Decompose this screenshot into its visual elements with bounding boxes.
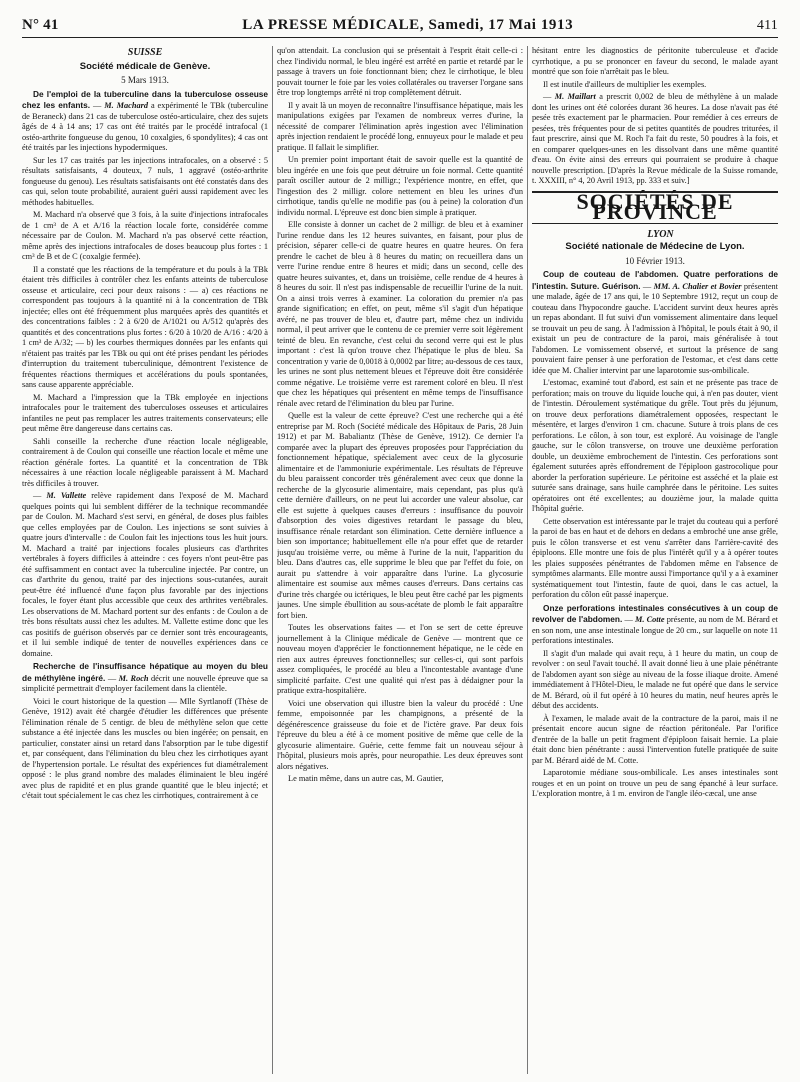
article-title: Coup de couteau de l'abdomen. Quatre perforations de l'intestin. Suture. Guérison. xyxy=(532,269,778,291)
paragraph: L'estomac, examiné tout d'abord, est sain et ne présente pas trace de perforation; mais on trouve du liquide louche qui, à n'en pas douter, vient de l'intestin. Déroulement systématique du grêle. Tout près du jéjunum, on trouve deux perforations diamétralement opposées, respectant le mésentère, et larges d'environ 1 cm. chacune. Suture à trois plans de ces perforations. Le côlon, à son tour, est exploré. Au voisinage de l'angle gauche, sur le côlon transverse, on trouve une deuxième perforation double, un deuxième embrochement de l'intestin. Ces perforations sont également suturées après effondrement de l'épiploon gastrocolique pour aborder la perforation supérieure. Le péritoine est asséché et la plaie est suturée sans drainage, sans huile camphrée dans le péritoine. Les suites opératoires ont été excellentes; au douzième jour, la malade quitta l'hôpital guérie. xyxy=(532,378,778,513)
column-3 xyxy=(532,46,778,1076)
article-paragraph: Onze perforations intestinales consécutives à un coup de revolver de l'abdomen. — M. Cotte présente, au nom de M. Bérard et en son nom, une anse intestinale longue de 20 cm., sur laquelle on note 11 perforations intestinales. xyxy=(532,602,778,645)
paragraph: Elle consiste à donner un cachet de 2 milligr. de bleu et à examiner l'urine rendue dans les 12 heures suivantes, en faisant, pour plus de précision, séparer celle-ci de quatre heures en quatre heures. On fera prendre le cachet de bleu à 8 heures du matin; on recueillera dans un verre l'urine rendue entre 8 heures et midi; dans un second, celle des quatre heures suivantes, et, dans un troisième, celle rendue de 4 heures à 8 heures du soir. Il n'est pas indispensable de recueillir l'urine de la nuit. On a ainsi trois verres à examiner. La coloration du premier n'a pas grande signification; en effet, on peut, même s'il s'agit d'un hépatique avéré, ne pas trouver de bleu et, d'autre part, même chez un individu normal, il peut arriver que le contenu de ce premier verre soit légèrement teinté de bleu. En revanche, c'est celui du second verre qui est le plus important : c'est là qu'on trouve chez l'hépatique le plus de bleu. Sa concentration y varie de 0,0018 à 0,0002 par litre; au-dessous de ces taux, les urines ne sont plus nettement bleues et l'épreuve doit être considérée comme négative. Le troisième verre est rarement coloré en bleu. Il n'est que chez les hépatiques qui présentent en même temps de l'insuffisance rénale avec retard de l'élimination du bleu par l'urine. xyxy=(277,220,523,408)
paragraph: qu'on attendait. La conclusion qui se présentait à l'esprit était celle-ci : chez l'individu normal, le bleu ingéré est arrêté en partie et retardé par le passage à travers un foie fonctionnant bien; chez le cirrhotique, le bleu pouvait tourner le foie par les voies collatérales ou traverser l'organe sans être trop longtemps arrêté ni trop complètement détruit. xyxy=(277,46,523,97)
paragraph: Le matin même, dans un autre cas, M. Gautier, xyxy=(288,774,444,783)
paragraph: Il est inutile d'ailleurs de multiplier les exemples. xyxy=(543,79,707,89)
article-author: M. Cotte xyxy=(634,615,665,624)
paragraph: Voici le court historique de la question — Mlle Syrtlanoff (Thèse de Genève, 1912) avait été chargée d'étudier les différences que présente l'élimination rénale de 5 centigr. de bleu de méthylène selon que cette substance a été injectée dans les muscles ou bien ingérée; on pensait, en particulier, constater ainsi un retard dans l'absorption par le tube digestif et, par conséquent, dans l'élimination du bleu chez les cirrhotiques ayant de l'hypertension portale. Le résultat des expériences fut diamétralement opposé : le plus grand nombre des malades éliminaient le bleu ingéré avec plus de rapidité et en plus grande quantité que le bleu injecté; et c'était tout spécialement le cas chez les cirrhotiques, contrairement à ce xyxy=(22,696,268,800)
paragraph: Toutes les observations faites — et l'on se sert de cette épreuve journellement à la Clinique médicale de Genève — montrent que ce nouveau moyen d'apprécier le fonctionnement hépatique, ne le cède en rien aux autres épreuves fonctionnelles; sur celles-ci, qui sont parfois assez compliquées, le procédé au bleu a l'incontestable avantage d'une simplicité parfaite. C'est une qualité qui n'est pas à dédaigner pour la pratique extra-hospitalière. xyxy=(277,623,523,695)
header-rule xyxy=(22,37,778,38)
masthead xyxy=(22,8,778,34)
paragraph: Cette observation est intéressante par le trajet du couteau qui a perforé la paroi de bas en haut et de dehors en dedans a embroché une anse grêle, puis le côlon transverse et est venu s'arrêter dans l'arrière-cavité des épiploons. Elle montre une fois de plus l'intérêt qu'il y a à opérer toutes les plaies supposées pénétrantes de l'abdomen même en l'absence de symptômes alarmants. Elle montre aussi l'importance qu'il y a à examiner systématiquement tout l'intestin, faute de quoi, dans le cas actuel, la perforation du côlon eût passé inaperçue. xyxy=(532,516,778,599)
paragraph: M. Machard a l'impression que la TBk employée en injections intrafocales pour le traitement des tuberculoses osseuses et articulaires infantiles ne peut pas remplacer les autres traitements conservateurs; elle peut même être dangereuse dans certains cas. xyxy=(22,392,268,433)
article-author: MM. A. Chalier et Bovier xyxy=(653,281,742,291)
session-date: 5 Mars 1913. xyxy=(121,75,169,85)
session-date: 10 Février 1913. xyxy=(625,255,685,266)
article-paragraph: De l'emploi de la tuberculine dans la tuberculose osseuse chez les enfants. — M. Machard a expérimenté le TBk (tuberculine de Beraneck) dans 21 cas de tuberculose ostéo-articulaire, chez des sujets âgés de 4 à 14 ans; 17 cas ont été traités par le procédé intrafocal (1 ostéo-arthrite fongueuse du genou, 10 coxalgies, 6 spondylites); 4 cas ont été traités par les injections hypodermiques. xyxy=(22,88,268,152)
paragraph: À l'examen, le malade avait de la contracture de la paroi, mais il ne présentait encore aucun signe de réaction péritonéale. Par l'orifice d'entrée de la balle un petit fragment d'épiploon faisait hernie. La plaie était donc bien pénétrante : aussi l'intervention futelle pratiquée de suite par M. Bérard aidé de M. Cotte. xyxy=(532,713,778,765)
paragraph: Quelle est la valeur de cette épreuve? C'est une recherche qui a été entreprise par M. Roch (Société médicale des Hôpitaux de Paris, 28 Juin 1912) et par M. Babaliantz (Thèse de Genève, 1912). Ce dernier l'a comparée avec la plupart des épreuves proposées pour l'appréciation du fonctionnement hépatique, spécialement avec ceux de la glycosurie alimentaire et de l'ammoniurie expérimentale. Les résultats de l'épreuve du bleu paraissent concorder très généralement avec ceux que donne la recherche de la glycosurie alimentaire, mais cependant, pas plus qu'à cette dernière d'ailleurs, on ne peut lui accorder une valeur absolue, car elle est sujette à quelques causes d'erreurs : insuffisance du pouvoir d'absorption des voies digestives retardant le passage du bleu, insuffisance rénale retardant son élimination. Cette dernière influence a bien son importance; habituellement elle n'a pour effet que de retarder jusqu'au troisième verre, ou même à l'urine de la nuit, l'apparition du bleu. Dans d'autres cas, elle supprime le bleu que par l'effet du foie, on aurait pu s'attendre à voir apparaître dans l'urine. La glycosurie alimentaire est soumise aux mêmes causes d'erreurs. Dans certains cas d'urine très chargée ou ictériques, le bleu peut être caché par les pigments jaunes. Une simple ébullition au sous-acétate de plomb le fait apparaître fort bien. xyxy=(277,411,523,620)
article-author: M. Maillart xyxy=(554,92,596,101)
paragraph: — M. Maillart a prescrit 0,002 de bleu de méthylène à un malade dont les urines ont été colorées durant 36 heures. La dose n'avait pas été pesée très exactement par le pharmacien. Pour remédier à ces erreurs de pesées, très fréquentes pour de si petites quantités de poudres triturées, il faut prescrire, ainsi que M. Roch l'a fait du reste, 50 poudres à la fois, et en comparer quelques-unes en les dissolvant dans une même quantité d'eau. On évite ainsi des erreurs qui pourraient se produire à chaque nouvelle prescription. [D'après la Revue médicale de la Suisse romande, t. XXXIII, n° 4, 20 Avril 1913, pp. 333 et suiv.] xyxy=(532,92,778,185)
paragraph: Laparotomie médiane sous-ombilicale. Les anses intestinales sont rouges et en un point on trouve un peu de sang épanché à leur surface. L'exploration montre, à 1 m. environ de l'angle iléo-cæcal, une anse xyxy=(532,768,778,798)
city-heading: LYON xyxy=(647,228,674,240)
article-title: Recherche de l'insuffisance hépatique au moyen du bleu de méthylène ingéré. xyxy=(22,661,268,683)
paragraph: Il y avait là un moyen de reconnaître l'insuffisance hépatique, mais les manipulations exigées par l'examen de nombreux verres d'urine, la nécessité de comparer l'élimination après ingestion avec l'élimination après injection rendaient le procédé long, ennuyeux pour le malade et peu pratique. Il fallait le simplifier. xyxy=(277,100,523,152)
article-author: M. Vallette xyxy=(46,491,87,500)
issue-number: N° 41 xyxy=(22,17,59,33)
column-separator xyxy=(272,46,273,1074)
section-title: SUISSE xyxy=(127,47,163,58)
page-number: 411 xyxy=(756,18,778,33)
paragraph: Sahli conseille la recherche d'une réaction locale négligeable, contrairement à de Coulon qui conseille une réaction locale et même une réaction générale fortes. La quantité et la concentration de TBk nécessaires à une réaction locale négligeable paraissent à M. Machard très difficiles à trouver. xyxy=(22,436,268,488)
paragraph: Un premier point important était de savoir quelle est la quantité de bleu ingérée en une fois que peut détruire un foie normal. Cette quantité paraît osciller autour de 2 milligr.; l'expérience montre, en effet, que l'ingestion des 2 milligr. colore nettement en bleu les urines d'un cirrhotique, tandis qu'elle ne modifie pas (ou à peine) la coloration d'un individu normal. L'épreuve est donc bien simple à pratiquer. xyxy=(277,155,523,217)
paragraph: Il s'agit d'un malade qui avait reçu, à 1 heure du matin, un coup de revolver : on seul l'avait touché. Il avait donné lieu à une plaie pénétrante de l'abdomen ayant son siège au niveau de la fosse iliaque droite. Amené immédiatement à l'Hôtel-Dieu, le malade ne fut opéré que dans le service de M. Bérard, où il fut opéré à 10 heures du matin, neuf heures après le début des accidents. xyxy=(532,648,778,710)
article-paragraph: Recherche de l'insuffisance hépatique au moyen du bleu de méthylène ingéré. — M. Roch décrit une nouvelle épreuve que sa simplicité permettrait d'employer facilement dans la clientèle. xyxy=(22,661,268,693)
journal-title: LA PRESSE MÉDICALE, Samedi, 17 Mai 1913 xyxy=(242,17,574,33)
paragraph: — M. Vallette relève rapidement dans l'exposé de M. Machard quelques points qui lui semblent différer de la technique recommandée par de Coulon. M. Machard s'est servi, en général, de doses plus faibles que celles employées par de Coulon. Les injections se sont suivies à quatre jours d'intervalle : de Coulon fait les injections tous les huit jours. M. Machard a traité par injections focales plusieurs cas d'arthrites vertébrales à foyers difficiles à atteindre : ces foyers n'ont peut-être pas été suffisamment en contact avec la tuberculine injectée. Par contre, un cas d'arthrite du genou, traité par des injections sous-cutanées, aurait peut-être été influencé d'une façon plus favorable par des injections focales, le foyer étant plus accessible que ceux des arthrites vertébrales. Les observations de M. Machard portent sur des enfants : de Coulon a de très bons résultats aussi chez les adultes. M. Vallette estime donc que les cas positifs de guérison observés par ce dernier sont très encourageants, et il lui semble indiqué de tenter de nouvelles expériences dans ce domaine. xyxy=(22,491,268,658)
article-title: De l'emploi de la tuberculine dans la tuberculose osseuse chez les enfants. xyxy=(22,88,268,110)
column-separator xyxy=(527,46,528,1074)
paragraph: Voici une observation qui illustre bien la valeur du procédé : Une femme, empoisonnée par les champignons, a présenté de la dégénérescence graisseuse du foie et de l'ictère grave. Par deux fois l'épreuve du bleu a été à ce moment positive de même que celle de la glycosurie alimentaire. Guérie, cette femme fait un nouveau séjour à l'hôpital, plusieurs mois après, pour neuropathie. Les deux épreuves sont alors négatives. xyxy=(277,698,523,771)
article-author: M. Roch xyxy=(118,673,149,683)
paragraph: Sur les 17 cas traités par les injections intrafocales, on a observé : 5 résultats satisfaisants, 4 douteux, 7 nuls, 1 aggravé (ostéo-arthrite fongueuse du genou). Les résultats satisfaisants ont été constatés dans des cas qui, selon toute probabilité, auraient guéri aussi rapidement avec les méthodes habituelles. xyxy=(22,155,268,207)
article-title: Onze perforations intestinales consécutives à un coup de revolver de l'abdomen. xyxy=(532,602,778,624)
column-1 xyxy=(22,46,268,1076)
society-name: Société médicale de Genève. xyxy=(79,60,211,72)
paragraph: hésitant entre les diagnostics de péritonite tuberculeuse et d'acide cyrrhotique, a pu se prononcer en faveur du second, le malade ayant montré que son foie n'arrêtait pas le bleu. xyxy=(532,46,778,76)
section-heading: SOCIÉTÉS DE PROVINCE xyxy=(576,188,734,224)
column-2 xyxy=(277,46,523,1076)
article-author: M. Machard xyxy=(104,101,148,110)
paragraph: Il a constaté que les réactions de la température et du pouls à la TBk étaient très difficiles à contrôler chez les enfants atteints de tuberculose osseuse et articulaire, ceci pour deux raisons : — a) ces réactions ne correspondent pas toujours à la quantité ni à la concentration de TBk injectée; elles ont été fréquemment plus marquées après des quantités et des concentrations faibles : 2 à 6/20 de A/1021 ou A/512 qu'après des quantités et des concentrations plus fortes : 6/20 à 10/20 de A/16 : 4/20 à 1 cm³ de A/32; — b) les courbes thermiques données par les enfants qui n'étaient pas traités par les TBk ou qui ont été prises pendant les périodes d'interruption du traitement tuberculinique, démontrent l'existence de fréquentes réactions thermiques et accélérations du pouls spontanées, sans cause apparente appréciable. xyxy=(22,264,268,389)
article-paragraph: Coup de couteau de l'abdomen. Quatre perforations de l'intestin. Suture. Guérison. — MM. A. Chalier et Bovier présentent une malade, âgée de 17 ans qui, le 10 Septembre 1912, reçut un coup de couteau dans l'hypocondre gauche. L'accident survint deux heures après un repas abondant. Il fut suivi d'un vomissement alimentaire dans lequel se trouvait un peu de sang. À l'admission à l'hôpital, le pouls était à 90, il existait un peu de contracture de la paroi, mais généralisée à tout l'abdomen. Le vomissement observé, et surtout la présence de sang pouvaient faire penser à une perforation de l'estomac, et c'est dans cette idée que M. Chalier intervint par une laparotomie sus-ombilicale. xyxy=(532,269,778,375)
paragraph: M. Machard n'a observé que 3 fois, à la suite d'injections intrafocales de 1 cm³ de A et A/16 la réaction locale forte, considérée comme nécessaire par de Coulon. M. Machard n'a pas observé cette réaction, même après des injections intrafocales de doses beaucoup plus fortes : 1 cm³ de B et de C (coxalgie fermée). xyxy=(22,210,268,261)
society-name: Société nationale de Médecine de Lyon. xyxy=(565,241,745,252)
